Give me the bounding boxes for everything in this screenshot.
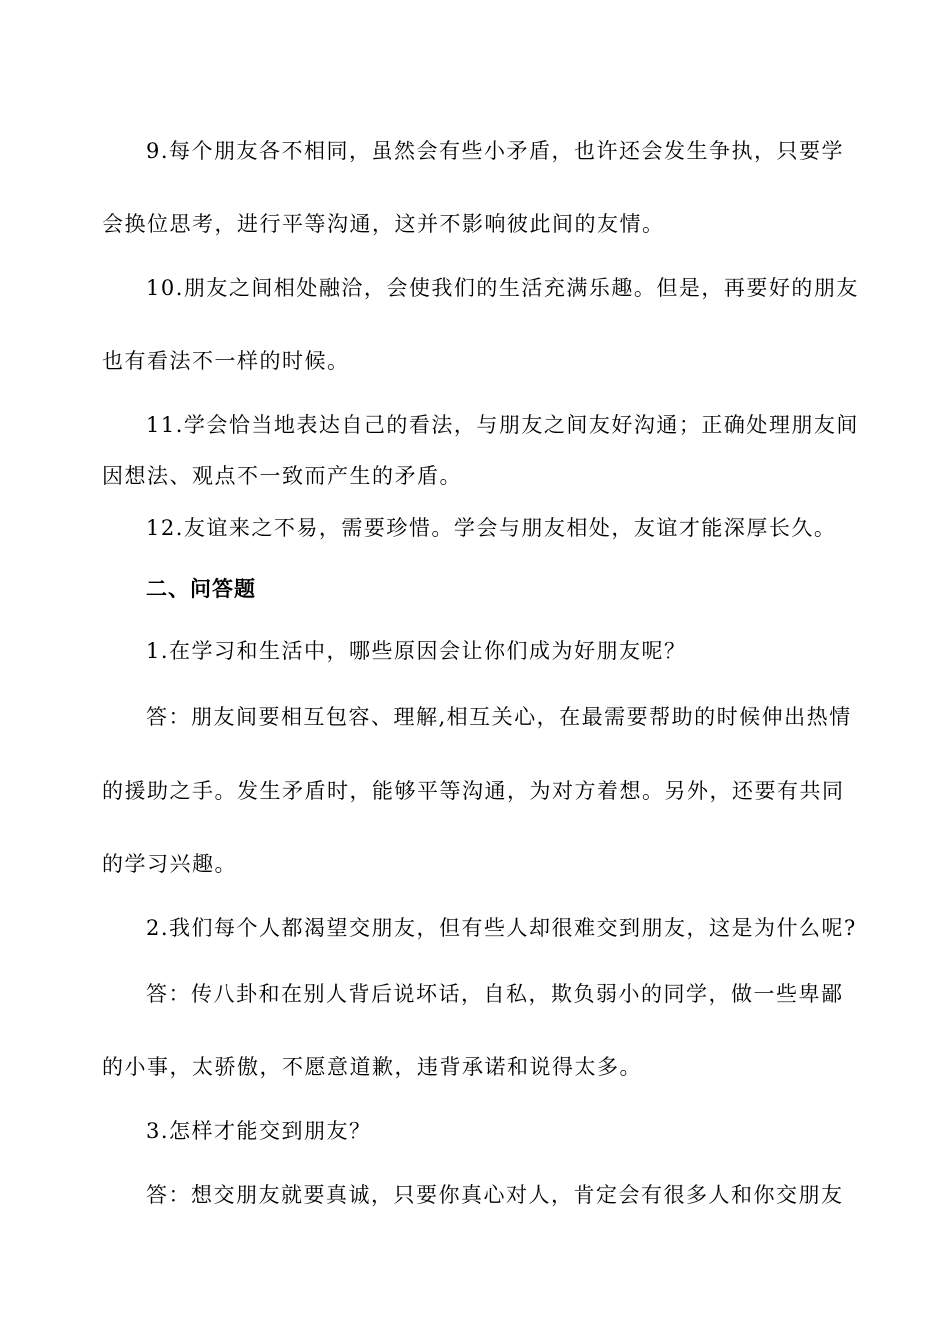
item-10-line-1: 10.朋友之间相处融洽，会使我们的生活充满乐趣。但是，再要好的朋友 (146, 276, 859, 300)
section-heading: 二、问答题 (146, 577, 256, 601)
item-11-line-2: 因想法、观点不一致而产生的矛盾。 (102, 464, 462, 488)
item-12-line-1: 12.友谊来之不易，需要珍惜。学会与朋友相处，友谊才能深厚长久。 (146, 516, 837, 540)
answer-2-line-1: 答：传八卦和在别人背后说坏话，自私，欺负弱小的同学，做一些卑鄙 (146, 982, 844, 1006)
question-3: 3.怎样才能交到朋友？ (146, 1119, 372, 1143)
item-10-line-2: 也有看法不一样的时候。 (102, 349, 350, 373)
answer-1-line-1: 答：朋友间要相互包容、理解,相互关心，在最需要帮助的时候伸出热情 (146, 705, 852, 729)
answer-2-line-2: 的小事，太骄傲，不愿意道歉，违背承诺和说得太多。 (102, 1055, 642, 1079)
question-1: 1.在学习和生活中，哪些原因会让你们成为好朋友呢？ (146, 639, 687, 663)
question-2: 2.我们每个人都渴望交朋友，但有些人却很难交到朋友，这是为什么呢? (146, 916, 857, 940)
answer-1-line-2: 的援助之手。发生矛盾时，能够平等沟通，为对方着想。另外，还要有共同 (102, 779, 845, 803)
item-11-line-1: 11.学会恰当地表达自己的看法，与朋友之间友好沟通；正确处理朋友间 (146, 413, 859, 437)
item-9-line-1: 9.每个朋友各不相同，虽然会有些小矛盾，也许还会发生争执，只要学 (146, 139, 845, 163)
item-9-line-2: 会换位思考，进行平等沟通，这并不影响彼此间的友情。 (102, 212, 665, 236)
answer-3-line-1: 答：想交朋友就要真诚，只要你真心对人，肯定会有很多人和你交朋友 (146, 1183, 844, 1207)
answer-1-line-3: 的学习兴趣。 (102, 852, 237, 876)
